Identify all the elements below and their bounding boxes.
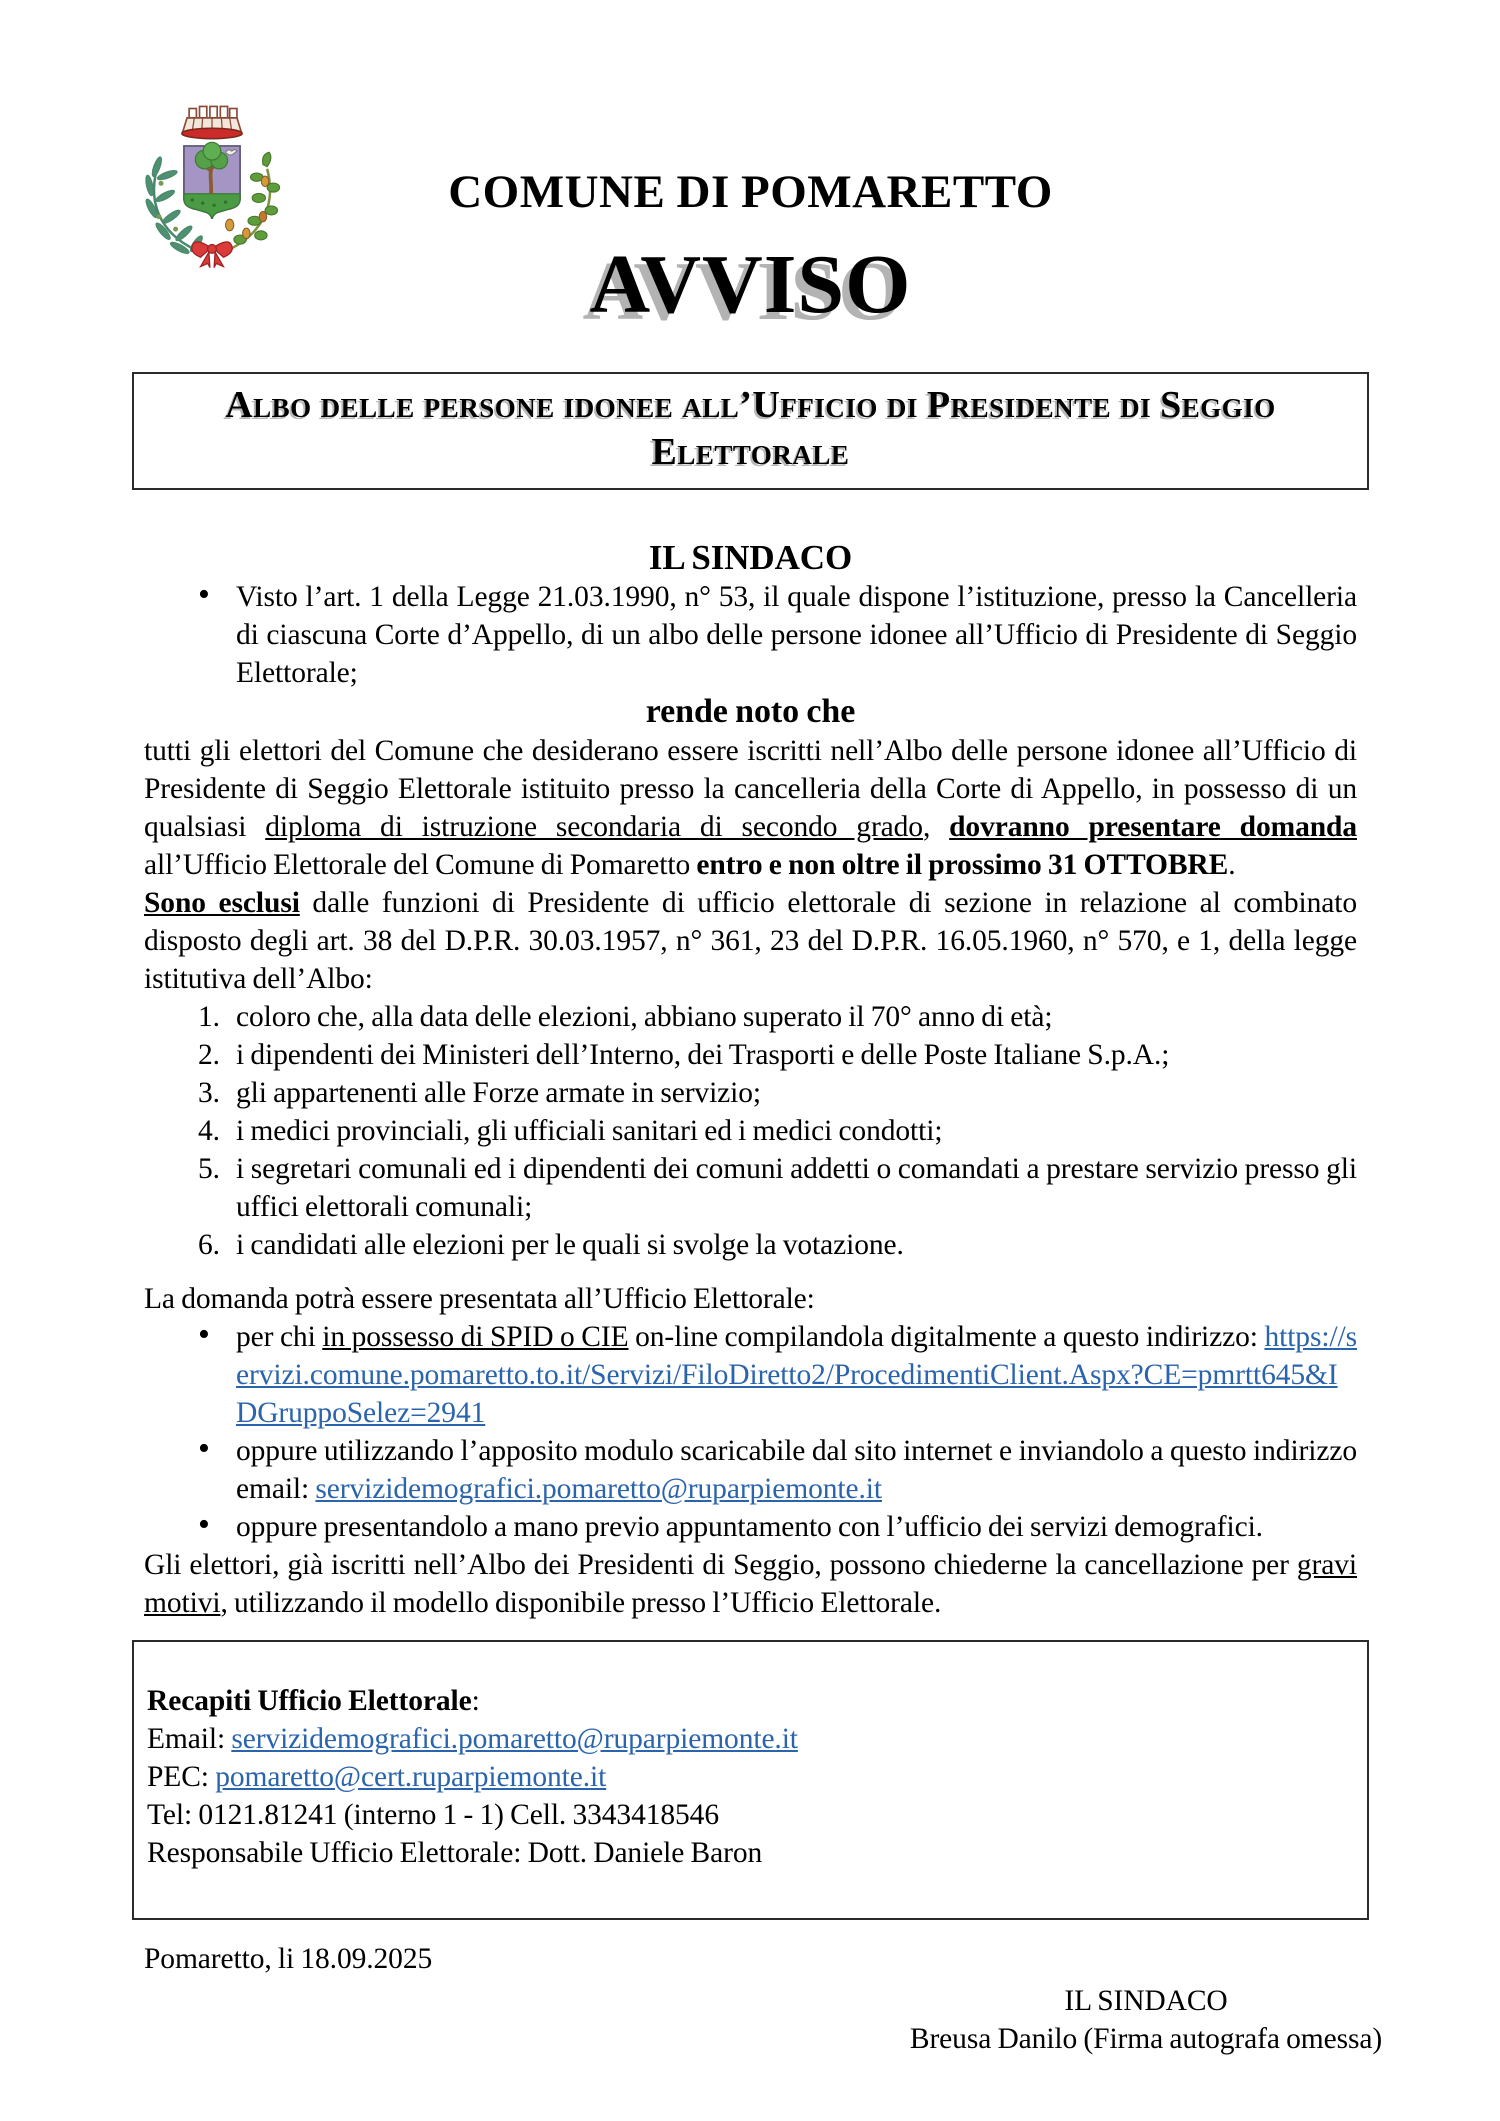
submission-intro: La domanda potrà essere presentata all’Ufficio Elettorale:: [144, 1283, 815, 1315]
text-run: dalle funzioni di Presidente di ufficio elettorale di sezione in relazione al combinato disposto degli art. 38 del D.P.R. 30.03.1957, n° 361, 23 del D.P.R. 16.05.1960, n° 570, e 1, della legge istitutiva dell’Albo:: [144, 887, 1357, 995]
contact-line: [147, 1682, 1343, 1720]
exclusion-item: i medici provinciali, gli ufficiali sanitari ed i medici condotti;: [236, 1115, 943, 1147]
heading-il-sindaco: IL SINDACO: [648, 538, 853, 577]
banner-avviso: AVVISO: [589, 238, 912, 331]
text-run: oppure presentandolo a mano previo appuntamento con l’ufficio dei servizi demografici.: [236, 1511, 1263, 1543]
exclusion-item: i dipendenti dei Ministeri dell’Interno, dei Trasporti e delle Poste Italiane S.p.A.;: [236, 1039, 1170, 1071]
signature-role: IL SINDACO: [1064, 1985, 1228, 2017]
submission-option: [144, 1318, 1357, 1432]
text-run: dovranno presentare domanda: [949, 811, 1357, 843]
text-run: in possesso di SPID o CIE: [322, 1321, 629, 1353]
submission-options-list: [144, 1318, 1357, 1546]
text-run: Sono esclusi: [144, 887, 300, 919]
submission-option: [144, 1432, 1357, 1508]
contact-email-link[interactable]: servizidemografici.pomaretto@ruparpiemonte.it: [231, 1723, 798, 1755]
text-run: gravi motivi: [144, 1549, 1357, 1619]
text-run: tutti gli elettori del Comune che desiderano essere iscritti nell’Albo delle persone idonee all’Ufficio di Presidente di Seggio Elettorale istituito presso la cancelleria della Corte di Appello, in possesso di un qualsiasi: [144, 735, 1357, 843]
text-run: Email:: [147, 1723, 232, 1755]
exclusions-list: [144, 998, 1357, 1264]
text-run: Tel: 0121.81241 (interno 1 - 1) Cell. 3343418546: [147, 1799, 719, 1831]
subject-line-2: Elettorale: [651, 431, 850, 473]
text-run: Recapiti Ufficio Elettorale: [147, 1685, 472, 1717]
shield: [184, 142, 240, 218]
subject-box: [132, 372, 1369, 490]
text-run: all’Ufficio Elettorale del Comune di Pomaretto: [144, 849, 697, 881]
exclusion-item: i segretari comunali ed i dipendenti dei comuni addetti o comandati a prestare servizio presso gli uffici elettorali comunali;: [236, 1153, 1357, 1223]
text-run: oppure utilizzando l’apposito modulo scaricabile dal sito internet e inviandolo a questo indirizzo email:: [236, 1435, 1357, 1505]
text-run: entro e non oltre il prossimo 31 OTTOBRE: [696, 849, 1229, 881]
text-run: diploma di istruzione secondaria di secondo grado: [265, 811, 923, 843]
subject-line-1: Albo delle persone idonee all’Ufficio di Presidente di Seggio: [225, 384, 1276, 426]
heading-rende-noto-che: rende noto che: [645, 693, 856, 730]
exclusion-item: gli appartenenti alle Forze armate in servizio;: [236, 1077, 761, 1109]
submission-option: [144, 1508, 1357, 1546]
contacts-list: [147, 1682, 1343, 1872]
contact-line: [147, 1796, 1343, 1834]
exclusions-intro-paragraph: [144, 884, 1357, 998]
exclusion-item: coloro che, alla data delle elezioni, abbiano superato il 70° anno di età;: [236, 1001, 1053, 1033]
text-run: , utilizzando il modello disponibile presso l’Ufficio Elettorale.: [220, 1587, 942, 1619]
municipal-coat-of-arms: [134, 100, 290, 272]
contact-line: [147, 1758, 1343, 1796]
signature-block: [836, 1982, 1456, 2058]
email-link[interactable]: servizidemografici.pomaretto@ruparpiemonte.it: [315, 1473, 882, 1505]
text-run: .: [1228, 849, 1236, 881]
contacts-box: [132, 1640, 1369, 1920]
municipality-title: COMUNE DI POMARETTO: [448, 166, 1053, 218]
contact-pec-link[interactable]: pomaretto@cert.ruparpiemonte.it: [215, 1761, 607, 1793]
text-run: :: [471, 1685, 480, 1717]
procedure-url-link[interactable]: https://servizi.comune.pomaretto.to.it/Servizi/FiloDiretto2/ProcedimentiClient.Aspx?CE=pmrtt645&IDGruppoSelez=2941: [236, 1321, 1357, 1429]
exclusion-item: i candidati alle elezioni per le quali si svolge la votazione.: [236, 1229, 904, 1261]
premise-list: [144, 578, 1357, 692]
text-run: PEC:: [147, 1761, 216, 1793]
cancellation-paragraph: [144, 1546, 1357, 1622]
date-line: Pomaretto, li 18.09.2025: [144, 1943, 433, 1975]
text-run: Visto l’art. 1 della Legge 21.03.1990, n° 53, il quale dispone l’istituzione, presso la Cancelleria di ciascuna Corte d’Appello, di un albo delle persone idonee all’Ufficio di Presidente di Seggio Elettorale;: [236, 581, 1357, 689]
mural-crown-icon: [182, 106, 242, 138]
contact-line: [147, 1834, 1343, 1872]
signature-name: Breusa Danilo (Firma autografa omessa): [909, 2023, 1383, 2055]
text-run: ,: [922, 811, 950, 843]
text-run: Responsabile Ufficio Elettorale: Dott. Daniele Baron: [147, 1837, 763, 1869]
notice-paragraph: [144, 732, 1357, 884]
ribbon-bow-icon: [192, 242, 232, 268]
text-run: Gli elettori, già iscritti nell’Albo dei Presidenti di Seggio, possono chiederne la cancellazione per: [144, 1549, 1297, 1581]
premise-item: [144, 578, 1357, 692]
contact-line: [147, 1720, 1343, 1758]
text-run: per chi: [236, 1321, 323, 1353]
text-run: on-line compilandola digitalmente a questo indirizzo:: [628, 1321, 1265, 1353]
